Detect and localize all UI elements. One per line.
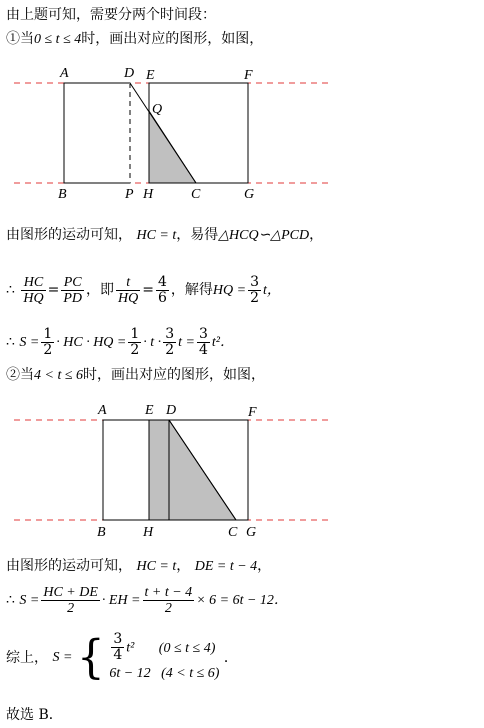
step5-frac1: $\frac{HC + DE}{2}$ bbox=[43, 584, 98, 616]
step1-mid: ，易得 bbox=[176, 227, 219, 243]
fig1-label-a: A bbox=[60, 66, 69, 81]
case2-heading bbox=[6, 366, 265, 385]
summary-row2 bbox=[109, 663, 219, 684]
step4-de: DE = t − 4 bbox=[194, 559, 258, 574]
case2-marker: ② bbox=[6, 367, 20, 383]
step1-hc: HC = t bbox=[136, 228, 177, 243]
step4-pre: 由图形的运动可知， bbox=[6, 558, 132, 574]
figure-1 bbox=[0, 60, 484, 200]
summary-pre: 综上， bbox=[6, 650, 48, 666]
summary-r1-expr: t² bbox=[126, 640, 135, 656]
summary-brace: { bbox=[76, 630, 105, 685]
fig2-label-d: D bbox=[166, 403, 177, 418]
fig2-label-g: G bbox=[246, 525, 257, 540]
fig1-label-g: G bbox=[244, 187, 255, 200]
step5-tail: × 6 = 6t − 12． bbox=[196, 593, 288, 608]
step2-frac4: $\frac{4}{6}$ bbox=[157, 273, 167, 306]
fig1-left-rect bbox=[64, 83, 130, 183]
step4-line bbox=[6, 557, 271, 576]
case1-post: 时，画出对应的图形，如图， bbox=[81, 31, 264, 47]
step5-therefore: ∴ bbox=[6, 592, 15, 608]
summary-line bbox=[6, 632, 238, 684]
step3-mid1: · HC · HQ = bbox=[56, 335, 127, 350]
summary-r1-cond: (0 ≤ t ≤ 4) bbox=[158, 640, 216, 656]
step4-end: ， bbox=[257, 558, 272, 574]
step2-eq1: = bbox=[47, 282, 60, 298]
summary-r2-cond: (4 < t ≤ 6) bbox=[161, 666, 220, 681]
step2-eq2: = bbox=[142, 282, 154, 298]
step3-three-halves: $\frac{3}{2}$ bbox=[165, 325, 175, 358]
case2-range: 4 < t ≤ 6 bbox=[34, 368, 84, 383]
step5-mid: · EH = bbox=[101, 593, 141, 608]
step2-frac3: $\frac{t}{HQ}$ bbox=[118, 274, 139, 306]
summary-end: ． bbox=[223, 650, 238, 666]
summary-r1-frac: $\frac{3}{4}$ bbox=[113, 631, 123, 663]
step2-line bbox=[6, 270, 281, 311]
fig2-label-c: C bbox=[228, 525, 238, 540]
fig2-label-a: A bbox=[98, 403, 107, 418]
fig1-label-e: E bbox=[146, 68, 155, 83]
fig1-label-c: C bbox=[191, 187, 201, 200]
fig1-label-p: P bbox=[125, 187, 134, 200]
step3-half-2: $\frac{1}{2}$ bbox=[130, 325, 140, 358]
step1-end: ， bbox=[309, 227, 324, 243]
summary-cases bbox=[109, 632, 219, 684]
case1-marker: ① bbox=[6, 31, 20, 47]
step5-frac2: $\frac{t + t - 4}{2}$ bbox=[144, 584, 193, 616]
step2-ji: ，即 bbox=[86, 282, 115, 298]
case2-post: 时，画出对应的图形，如图， bbox=[83, 367, 266, 383]
intro-text: 由上题可知，需要分两个时间段： bbox=[6, 7, 216, 23]
step3-three-quarters: $\frac{3}{4}$ bbox=[198, 325, 208, 358]
step5-s: S = bbox=[19, 593, 40, 608]
step2-solve: ，解得 bbox=[170, 282, 213, 298]
step2-therefore: ∴ bbox=[6, 282, 15, 298]
summary-row1 bbox=[109, 632, 219, 663]
step3-mid3: t = bbox=[178, 335, 195, 350]
step3-s: S = bbox=[19, 335, 40, 350]
step3-mid2: · t · bbox=[143, 335, 162, 350]
case1-pre: 当 bbox=[20, 31, 34, 47]
step1-pre: 由图形的运动可知， bbox=[6, 227, 132, 243]
step3-therefore: ∴ bbox=[6, 334, 15, 350]
fig1-label-d: D bbox=[124, 66, 135, 81]
step5-line bbox=[6, 580, 288, 621]
fig2-label-b: B bbox=[97, 525, 106, 540]
step2-tail: t， bbox=[263, 283, 281, 298]
fig2-label-e: E bbox=[145, 403, 154, 418]
summary-s: S = bbox=[52, 650, 73, 665]
fig1-label-h: H bbox=[143, 187, 154, 200]
fig1-label-q: Q bbox=[152, 102, 163, 117]
figure-2 bbox=[0, 396, 484, 546]
step1-line bbox=[6, 226, 323, 245]
summary-r2-expr: 6t − 12 bbox=[109, 666, 151, 681]
fig1-label-b: B bbox=[58, 187, 67, 200]
step4-hc: HC = t bbox=[136, 559, 177, 574]
step1-similar: △HCQ∽△PCD bbox=[218, 228, 310, 243]
step2-frac1: $\frac{HC}{HQ}$ bbox=[23, 274, 44, 306]
case1-range: 0 ≤ t ≤ 4 bbox=[34, 32, 82, 47]
step2-hq: HQ = bbox=[212, 283, 247, 298]
fig2-label-f: F bbox=[248, 405, 257, 420]
fig2-label-h: H bbox=[143, 525, 154, 540]
case2-pre: 当 bbox=[20, 367, 34, 383]
step4-sep: ， bbox=[176, 558, 191, 574]
step3-line bbox=[6, 322, 234, 363]
step3-tail: t²． bbox=[211, 335, 234, 350]
step2-frac5: $\frac{3}{2}$ bbox=[250, 273, 259, 306]
step3-half-1: $\frac{1}{2}$ bbox=[43, 325, 53, 358]
step2-frac2: $\frac{PC}{PD}$ bbox=[63, 274, 83, 306]
answer-text: 故选 B． bbox=[6, 707, 63, 723]
fig2-shaded-trapezoid bbox=[149, 420, 236, 520]
case1-heading bbox=[6, 30, 263, 49]
fig1-label-f: F bbox=[244, 68, 253, 83]
